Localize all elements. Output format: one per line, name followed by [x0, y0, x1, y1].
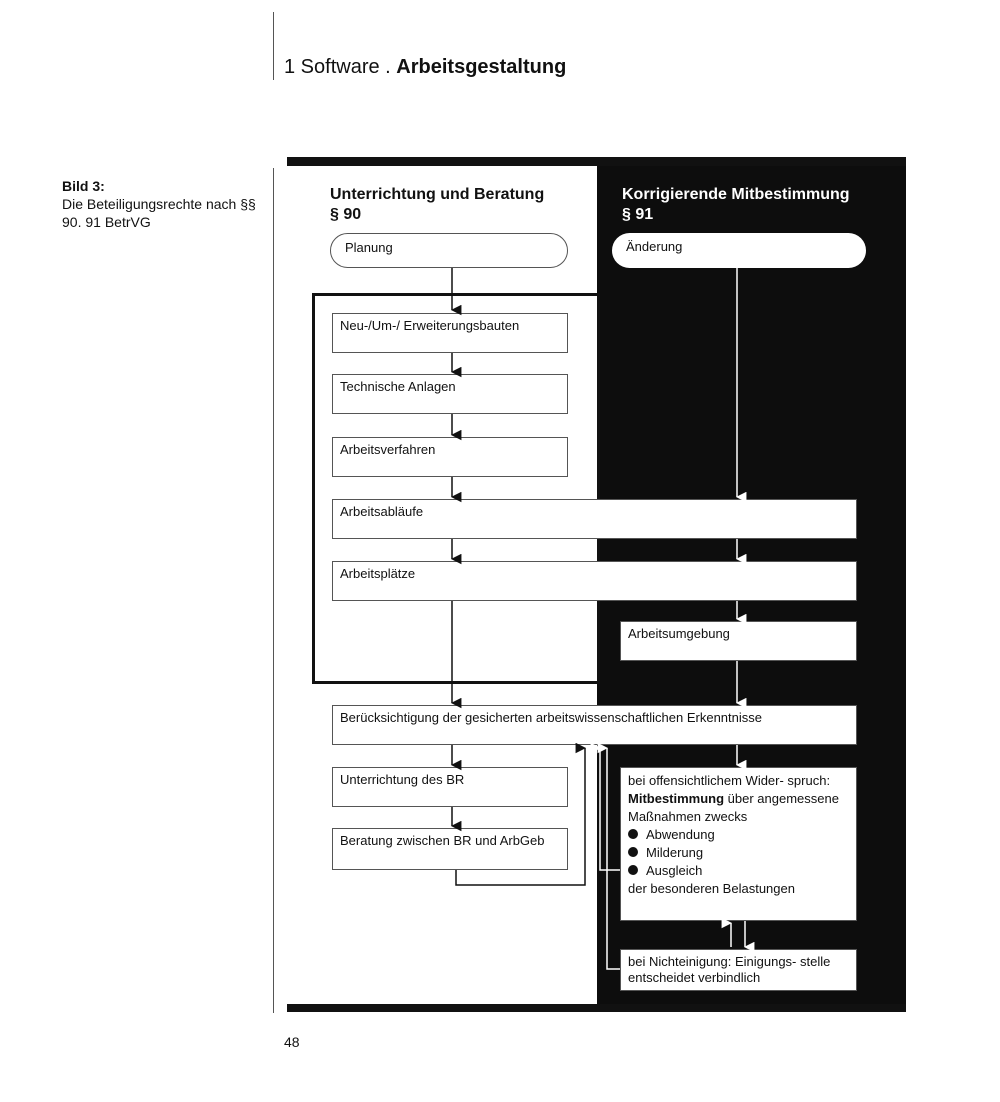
- chapter-number: 1 Software .: [284, 56, 397, 78]
- figure-label: Bild 3:: [62, 178, 105, 194]
- bullet-label: Milderung: [646, 845, 704, 860]
- left-column-heading: Unterrichtung und Beratung § 90: [330, 186, 545, 223]
- planung-label: Planung: [345, 240, 393, 255]
- mitbestimmung-rest: über angemessene Maßnahmen zwecks: [628, 791, 839, 824]
- mitbestimmung-bold: Mitbestimmung: [628, 791, 725, 806]
- arbeitsverfahren-box: Arbeitsverfahren: [332, 437, 568, 477]
- aenderung-label: Änderung: [626, 239, 683, 254]
- technische-anlagen-box: Technische Anlagen: [332, 374, 568, 414]
- arbeitsplaetze-box: Arbeitsplätze: [332, 561, 857, 601]
- beratung-box: Beratung zwischen BR und ArbGeb: [332, 828, 568, 870]
- page-number: 48: [284, 1034, 300, 1050]
- arbeitsumgebung-box: Arbeitsumgebung: [620, 621, 857, 661]
- bullet-label: Abwendung: [646, 827, 715, 842]
- mitbestimmung-intro: bei offensichtlichem Wider- spruch:: [628, 773, 831, 788]
- arrow-mitbestimmung-feedback: [600, 748, 620, 870]
- neubauten-box: Neu-/Um-/ Erweiterungsbauten: [332, 313, 568, 353]
- beruecksichtigung-box: Berücksichtigung der gesicherten arbeitswissenschaftlichen Erkenntnisse: [332, 705, 857, 745]
- right-column-heading: Korrigierende Mitbestimmung § 91: [622, 186, 850, 223]
- arrow-nichteinigung-feedback: [607, 748, 620, 969]
- unterrichtung-br-box: Unterrichtung des BR: [332, 767, 568, 807]
- arbeitsablaeufe-box: Arbeitsabläufe: [332, 499, 857, 539]
- nichteinigung-box: bei Nichteinigung: Einigungs- stelle entscheidet verbindlich: [620, 949, 857, 991]
- chapter-title: Arbeitsgestaltung: [396, 56, 567, 78]
- mitbestimmung-outro: der besonderen Belastungen: [628, 881, 795, 896]
- figure-caption: Die Beteiligungsrechte nach §§ 90. 91 BetrVG: [62, 196, 256, 230]
- bullet-label: Ausgleich: [646, 863, 703, 878]
- arrow-beratung-feedback: [456, 748, 585, 885]
